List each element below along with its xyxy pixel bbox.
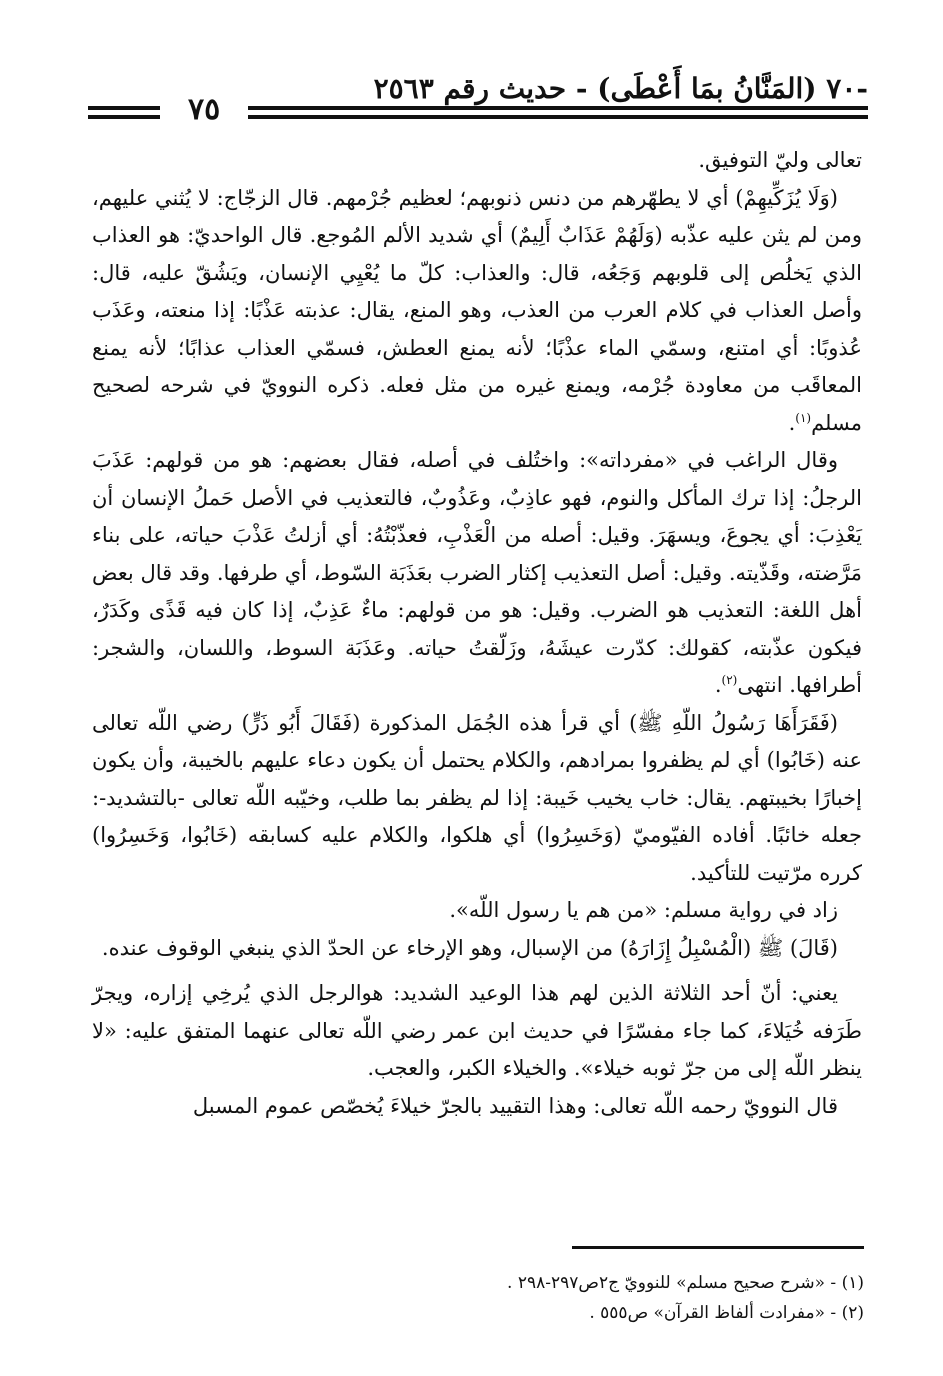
page-header [88, 62, 868, 132]
page-number: ٧٥ [188, 92, 221, 127]
paragraph: وقال الراغب في «مفرداته»: واختُلف في أصله، فقال بعضهم: هو من قولهم: عَذَبَ الرجلُ: إذا ترك المأكل والنوم، فهو عاذِبٌ، وعَذُوبٌ، فالتعذيب في الأصل حَملُ الإنسان أن يَعْذِبَ: أي يجوعَ، ويسهَرَ. وقيل: أصله من الْعَذْبِ، فعذّبْتُهُ: أي أزلتُ عَذْبَ حياته، على بناء مَرَّضته، وقَذّيته. وقيل: أصل التعذيب إكثار الضرب بعَذَبَة السّوط، أي طرفها. وقد قال بعض أهل اللغة: التعذيب هو الضرب. وقيل: هو من قولهم: ماءٌ عَذِبٌ، إذا كان فيه قَذًى وكَدَرٌ، فيكون عذّبته، كقولك: كدّرت عيشَهُ، وزَلّقتُ حياته. وعَذَبَة السوط، واللسان، والشجر: أطرافها. انتهى$^{(٢)}$. [92, 448, 862, 697]
paragraph-text: (وَلَا يُزَكِّيهِمْ) أي لا يطهّرهم من دنس ذنوبهم؛ لعظيم جُرْمهم. قال الزجّاج: لا يُثني عليهم، ومن لم يثن عليه عذّبه (وَلَهُمْ عَذَابٌ أَلِيمٌ) أي شديد الألم المُوجع. قال الواحديّ: هو العذاب الذي يَخلُص إلى قلوبهم وَجَعُه، قال: والعذاب: كلّ ما يُعْيِي الإنسان، ويَشُقّ عليه، قال: وأصل العذاب في كلام العرب من العذب، وهو المنع، يقال: عذبته عَذْبًا: إذا منعته، وعَذَب عُذوبًا: أي امتنع، وسمّي الماء عذْبًا؛ لأنه يمنع العطش، فسمّي العذاب عذابًا؛ لأنه يمنع المعاقَب من معاودة جُرْمه، ويمنع غيره من مثل فعله. ذكره النوويّ في شرحه لصحيح مسلم [92, 185, 862, 435]
header-rule [248, 106, 868, 110]
footnote: (١) - «شرح صحيح مسلم» للنوويّ ج٢ص٢٩٧-٢٩٨ . [507, 1273, 864, 1293]
chapter-title: -٧٠ (المَنَّانُ بمَا أَعْطَى) - حديث رقم ٢٥٦٣ [373, 72, 868, 105]
paragraph: (فَقَرَأَهَا رَسُولُ اللّهِ ﷺ) أي قرأ هذه الجُمَل المذكورة (فَقَالَ أَبُو ذَرٍّ) رضي اللّه تعالى عنه (خَابُوا) أي لم يظفروا بمرادهم، والكلام يحتمل أن يكون دعاء عليهم بالخيبة، وأن يكون إخبارًا بخيبتهم. يقال: خاب يخيب خَيبة: إذا لم يظفر بما طلب، وخيّبه اللّه تعالى -بالتشديد-: جعله خائبًا. أفاده الفيّوميّ (وَخَسِرُوا) أي هلكوا، والكلام عليه كسابقه (خَابُوا، وَخَسِرُوا) كرره مرّتيت للتأكيد. [92, 710, 862, 885]
paragraph: زاد في رواية مسلم: «من هم يا رسول اللّه». [449, 898, 838, 922]
paragraph: (وَلَا يُزَكِّيهِمْ) أي لا يطهّرهم من دنس ذنوبهم؛ لعظيم جُرْمهم. قال الزجّاج: لا يُثني عليهم، ومن لم يثن عليه عذّبه (وَلَهُمْ عَذَابٌ أَلِيمٌ) أي شديد الألم المُوجع. قال الواحديّ: هو العذاب الذي يَخلُص إلى قلوبهم وَجَعُه، قال: والعذاب: كلّ ما يُعْيِي الإنسان، ويَشُقّ عليه، قال: وأصل العذاب في كلام العرب من العذب، وهو المنع، يقال: عذبته عَذْبًا: إذا منعته، وعَذَب عُذوبًا: أي امتنع، وسمّي الماء عذْبًا؛ لأنه يمنع العطش، فسمّي العذاب عذابًا؛ لأنه يمنع المعاقَب من معاودة جُرْمه، ويمنع غيره من مثل فعله. ذكره النوويّ في شرحه لصحيح مسلم$^{(١)}$. [92, 185, 862, 435]
header-rule [88, 115, 160, 119]
header-rule [248, 115, 868, 119]
paragraph: يعني: أنّ أحد الثلاثة الذين لهم هذا الوعيد الشديد: هوالرجل الذي يُرخِي إزاره، ويجرّ طَرَفه خُيَلاءَ، كما جاء مفسّرًا في حديث ابن عمر رضي اللّه تعالى عنهما المتفق عليه: «لا ينظر اللّه إلى من جرّ ثوبه خيلاء». والخيلاء الكبر، والعجب. [92, 981, 862, 1080]
footnote-mark: (٢) [721, 673, 738, 687]
header-rule [88, 106, 160, 110]
paragraph-text: وقال الراغب في «مفرداته»: واختُلف في أصله، فقال بعضهم: هو من قولهم: عَذَبَ الرجلُ: إذا ترك المأكل والنوم، فهو عاذِبٌ، وعَذُوبٌ، فالتعذيب في الأصل حَملُ الإنسان أن يَعْذِبَ: أي يجوعَ، ويسهَرَ. وقيل: أصله من الْعَذْبِ، فعذّبْتُهُ: أي أزلتُ عَذْبَ حياته، على بناء مَرَّضته، وقَذّيته. وقيل: أصل التعذيب إكثار الضرب بعَذَبَة السّوط، أي طرفها. وقد قال بعض أهل اللغة: التعذيب هو الضرب. وقيل: هو من قولهم: ماءٌ عَذِبٌ، إذا كان فيه قَذًى وكَدَرٌ، فيكون عذّبته، كقولك: كدّرت عيشَهُ، وزَلّقتُ حياته. وعَذَبَة السوط، واللسان، والشجر: أطرافها. انتهى [92, 448, 862, 697]
footnote-separator [572, 1246, 864, 1249]
paragraph: (قَالَ) ﷺ (الْمُسْبِلُ إِزَارَهُ) من الإسبال، وهو الإرخاء عن الحدّ الذي ينبغي الوقوف عنده. [101, 935, 838, 960]
footnote: (٢) - «مفرادت ألفاظ القرآن» ص٥٥٥ . [589, 1303, 864, 1323]
paragraph: تعالى وليّ التوفيق. [698, 148, 862, 172]
main-text [92, 142, 862, 1125]
footnotes [92, 1268, 864, 1328]
footnote-mark: (١) [795, 410, 812, 425]
paragraph: قال النوويّ رحمه اللّه تعالى: وهذا التقييد بالجرّ خيلاءَ يُخصّص عموم المسبل [192, 1093, 838, 1118]
